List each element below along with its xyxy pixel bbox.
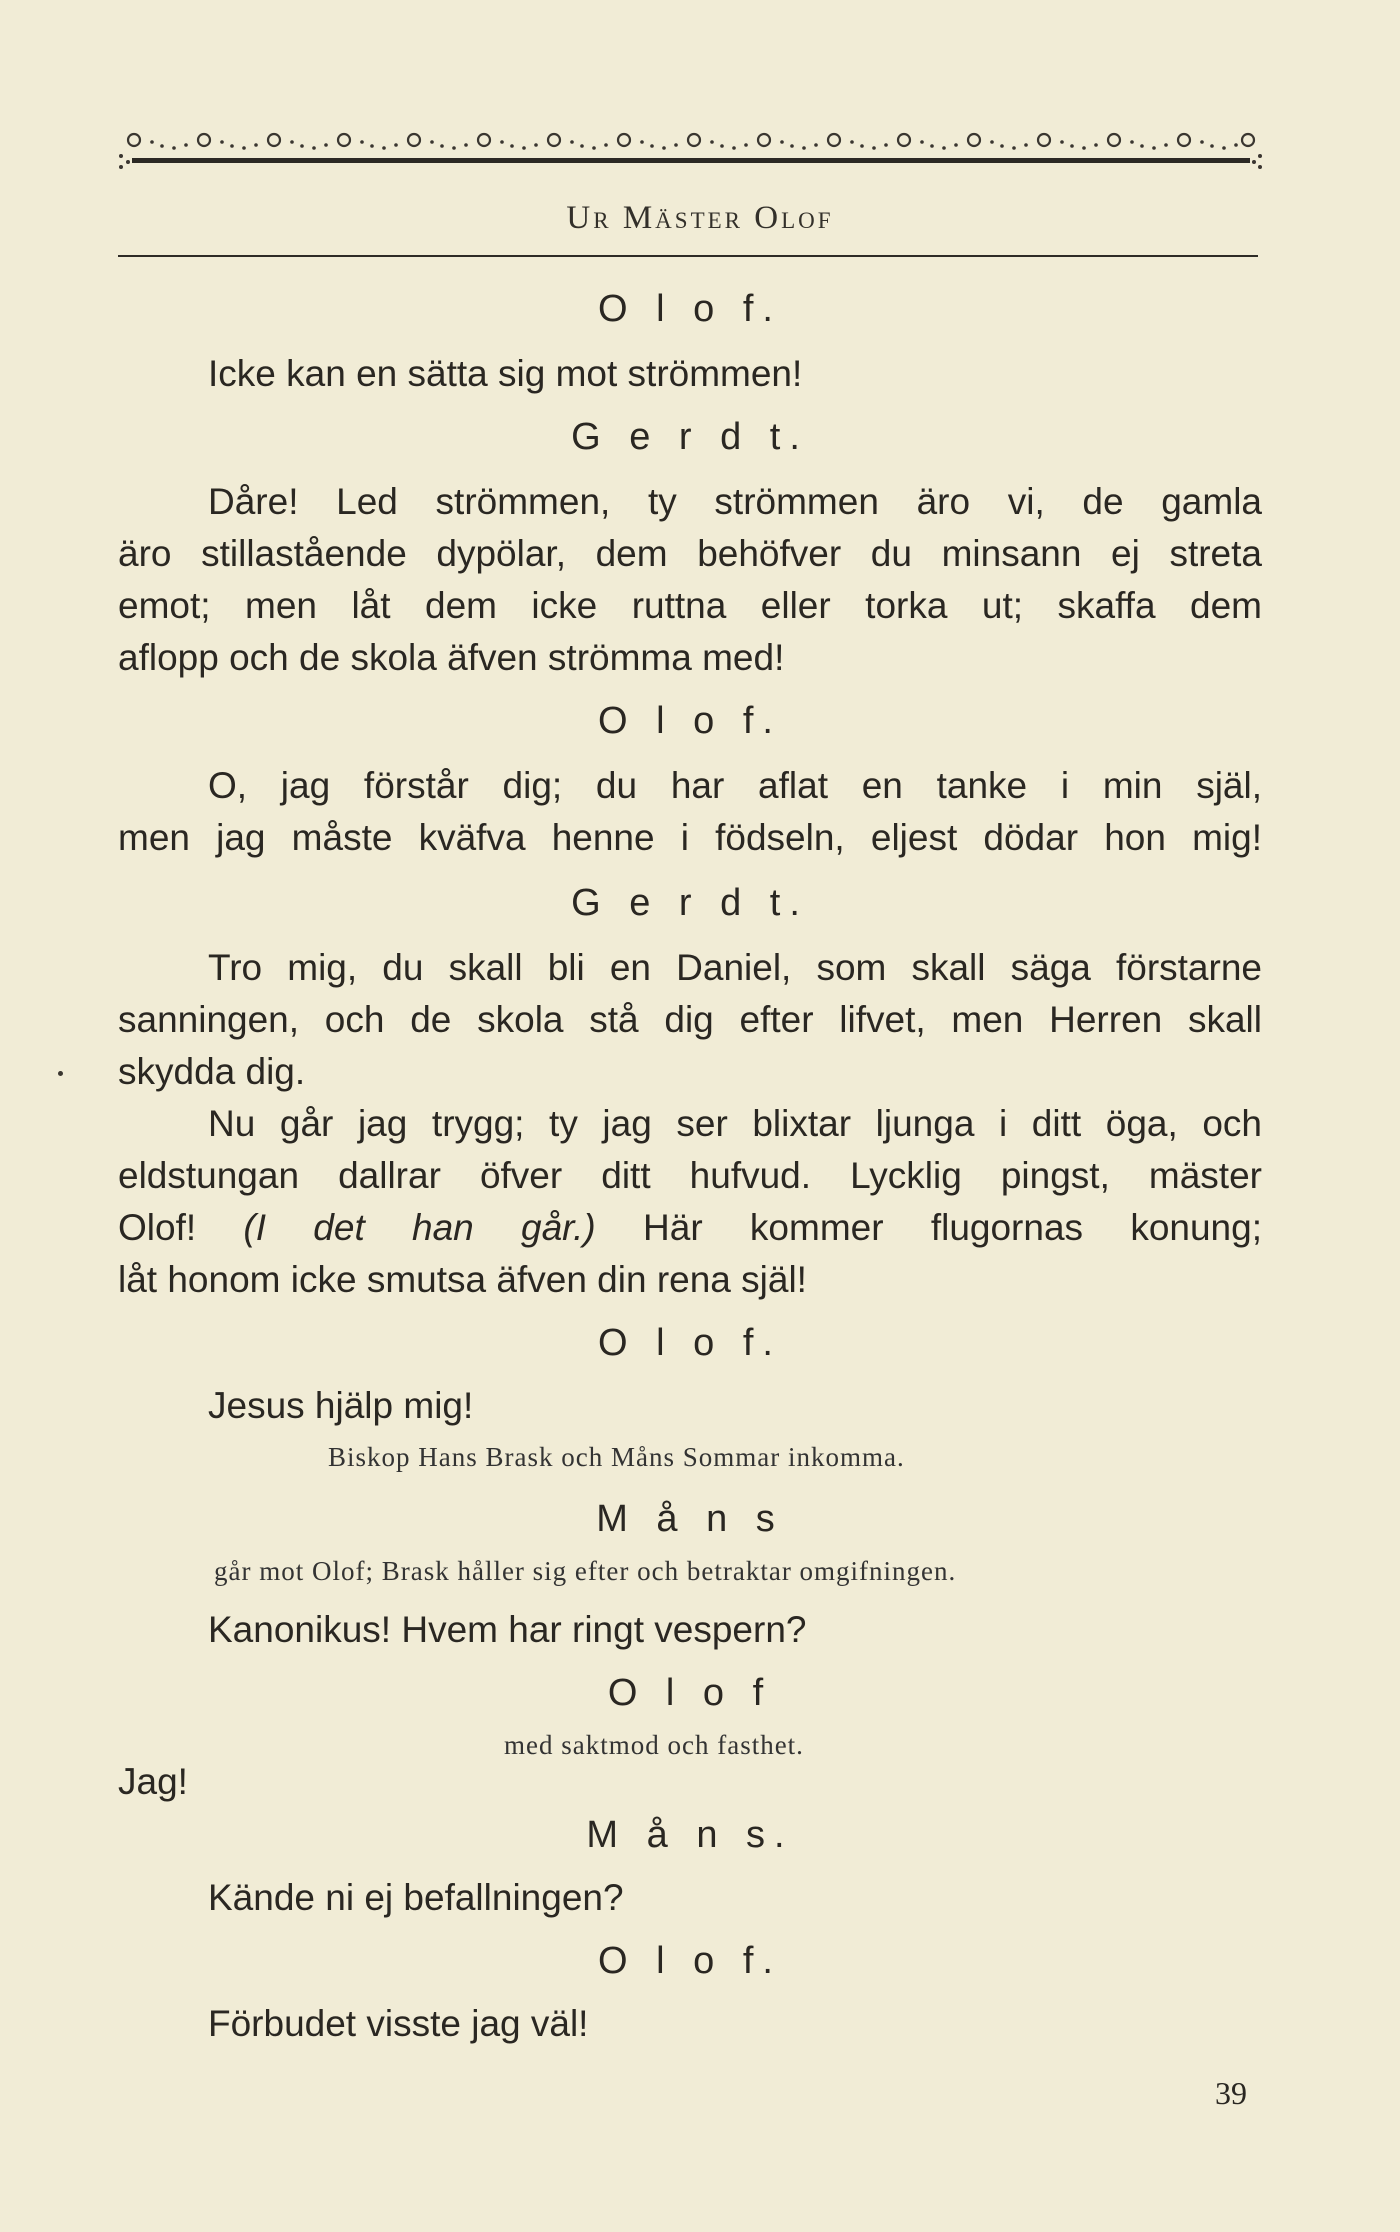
speaker-olof: O l o f. (598, 1940, 782, 1982)
speech-line: skydda dig. (118, 1051, 306, 1092)
speech-fragment: Här kommer flugornas konung; (643, 1207, 1262, 1248)
stage-direction: går mot Olof; Brask håller sig efter och betraktar omgifningen. (214, 1556, 957, 1586)
speech-line: låt honom icke smutsa äfven din rena själ! (118, 1259, 807, 1300)
speech-line: Tro mig, du skall bli en Daniel, som skall säga förstarne (208, 947, 1262, 988)
speech-line: men jag måste kväfva henne i födseln, eljest dödar hon mig! (118, 817, 1262, 858)
speech-line: O, jag förstår dig; du har aflat en tanke i min själ, (208, 765, 1262, 806)
speech-gerdt-1 (118, 476, 1262, 684)
speech-line-with-direction (118, 1202, 1262, 1254)
speaker-gerdt: G e r d t. (571, 882, 809, 924)
stage-direction: Biskop Hans Brask och Måns Sommar inkomma. (328, 1442, 905, 1472)
speech-line: äro stillastående dypölar, dem behöfver du minsann ej streta (118, 533, 1262, 574)
speech-line: sanningen, och de skola stå dig efter lifvet, men Herren skall (118, 999, 1262, 1040)
speaker-olof: O l o f (607, 1672, 773, 1714)
stage-direction: med saktmod och fasthet. (504, 1730, 804, 1760)
speaker-olof: O l o f. (598, 1322, 782, 1364)
speech-gerdt-2 (118, 942, 1262, 1098)
running-head: Ur Mäster Olof (566, 200, 834, 236)
page-number: 39 (1215, 2075, 1247, 2111)
speech-mans-1: Kanonikus! Hvem har ringt vespern? (208, 1609, 807, 1650)
header-rule (118, 255, 1258, 257)
speech-gerdt-3 (118, 1098, 1262, 1306)
speech-olof-2 (118, 760, 1262, 864)
speech-olof-1 (118, 348, 1262, 400)
margin-mark (58, 1071, 63, 1076)
speaker-mans: M å n s (596, 1498, 784, 1540)
header-ornament (118, 118, 1263, 178)
speech-olof-4: Jag! (118, 1761, 188, 1802)
speech-line: Icke kan en sätta sig mot strömmen! (208, 353, 803, 394)
speech-olof-5: Förbudet visste jag väl! (208, 2003, 589, 2044)
speech-line: emot; men låt dem icke ruttna eller torka ut; skaffa dem (118, 585, 1262, 626)
speech-fragment: Olof! (118, 1207, 197, 1248)
speech-olof-3: Jesus hjälp mig! (208, 1385, 474, 1426)
speech-mans-2: Kände ni ej befallningen? (208, 1877, 624, 1918)
speaker-olof: O l o f. (598, 288, 782, 330)
speaker-gerdt: G e r d t. (571, 416, 809, 458)
speech-line: eldstungan dallrar öfver ditt hufvud. Lycklig pingst, mäster (118, 1155, 1262, 1196)
speaker-olof: O l o f. (598, 700, 782, 742)
stage-direction-inline: (I det han går.) (243, 1207, 596, 1248)
speech-line: Dåre! Led strömmen, ty strömmen äro vi, de gamla (208, 481, 1262, 522)
speech-line: aflopp och de skola äfven strömma med! (118, 637, 785, 678)
speech-line: Nu går jag trygg; ty jag ser blixtar ljunga i ditt öga, och (208, 1103, 1262, 1144)
speaker-mans: M å n s. (586, 1814, 794, 1856)
